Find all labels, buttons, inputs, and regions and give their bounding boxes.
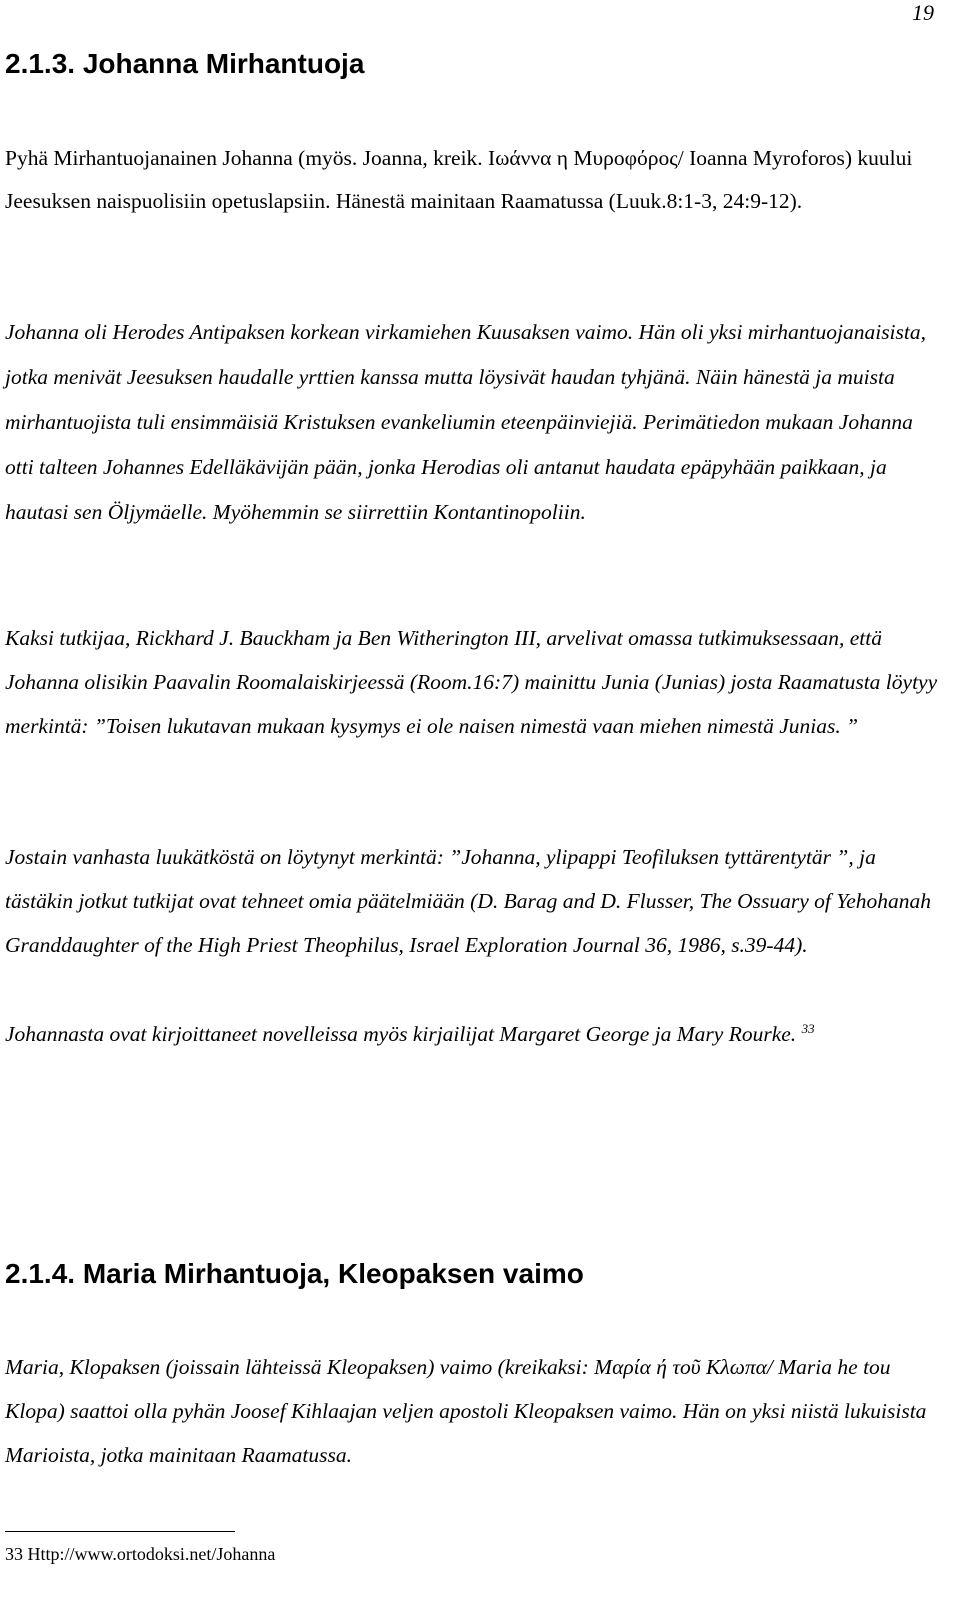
section-heading-johanna: 2.1.3. Johanna Mirhantuoja <box>5 48 365 79</box>
footnote: 33 Http://www.ortodoksi.net/Johanna <box>5 1544 276 1564</box>
section-heading-maria: 2.1.4. Maria Mirhantuoja, Kleopaksen vaimo <box>5 1258 584 1289</box>
footnote-divider <box>5 1531 235 1532</box>
paragraph-researchers: Kaksi tutkijaa, Rickhard J. Bauckham ja Ben Witherington III, arvelivat omassa tutkimuksessaan, että Johanna olisikin Paavalin Roomalaiskirjeessä (Room.16:7) mainittu Junia (Junias) josta Raamatusta löytyy merkintä: ”Toisen lukutavan mukaan kysymys ei ole naisen nimestä vaan miehen nimestä Junias. ” <box>5 626 938 738</box>
footnote-reference[interactable]: 33 <box>801 1020 815 1036</box>
paragraph-intro: Pyhä Mirhantuojanainen Johanna (myös. Joanna, kreik. Ιωάννα η Μυροφόρος/ Ioanna Myroforos) kuului Jeesuksen naispuolisiin opetuslapsiin. Hänestä mainitaan Raamatussa (Luuk.8:1-3, 24:9-12). <box>5 146 913 213</box>
paragraph-maria: Maria, Klopaksen (joissain lähteissä Kleopaksen) vaimo (kreikaksi: Μαρία ή τοῦ Κλωπα/ Maria he tou Klopa) saattoi olla pyhän Joosef Kihlaajan veljen apostoli Kleopaksen vaimo. Hän on yksi niistä lukuisista Marioista, jotka mainitaan Raamatussa. <box>5 1355 927 1467</box>
paragraph-novels <box>5 1012 940 1056</box>
paragraph-inscription: Jostain vanhasta luukätköstä on löytynyt merkintä: ”Johanna, ylipappi Teofiluksen tyttärentytär ”, ja tästäkin jotkut tutkijat ovat tehneet omia päätelmiään (D. Barag and D. Flusser, The Ossuary of Yehohanah Granddaughter of the High Priest Theophilus, Israel Exploration Journal 36, 1986, s.39-44). <box>5 845 932 957</box>
paragraph-biography: Johanna oli Herodes Antipaksen korkean virkamiehen Kuusaksen vaimo. Hän oli yksi mirhantuojanaisista, jotka menivät Jeesuksen haudalle yrttien kanssa mutta löysivät haudan tyhjänä. Näin hänestä ja muista mirhantuojista tuli ensimmäisiä Kristuksen evankeliumin eteenpäinviejiä. Perimätiedon mukaan Johanna otti talteen Johannes Edelläkävijän pään, jonka Herodias oli antanut haudata epäpyhään paikkaan, ja hautasi sen Öljymäelle. Myöhemmin se siirrettiin Kontantinopoliin. <box>5 320 926 524</box>
paragraph-novels-text: Johannasta ovat kirjoittaneet novelleissa myös kirjailijat Margaret George ja Mary Rourke. <box>5 1022 797 1046</box>
page-number: 19 <box>912 0 934 25</box>
